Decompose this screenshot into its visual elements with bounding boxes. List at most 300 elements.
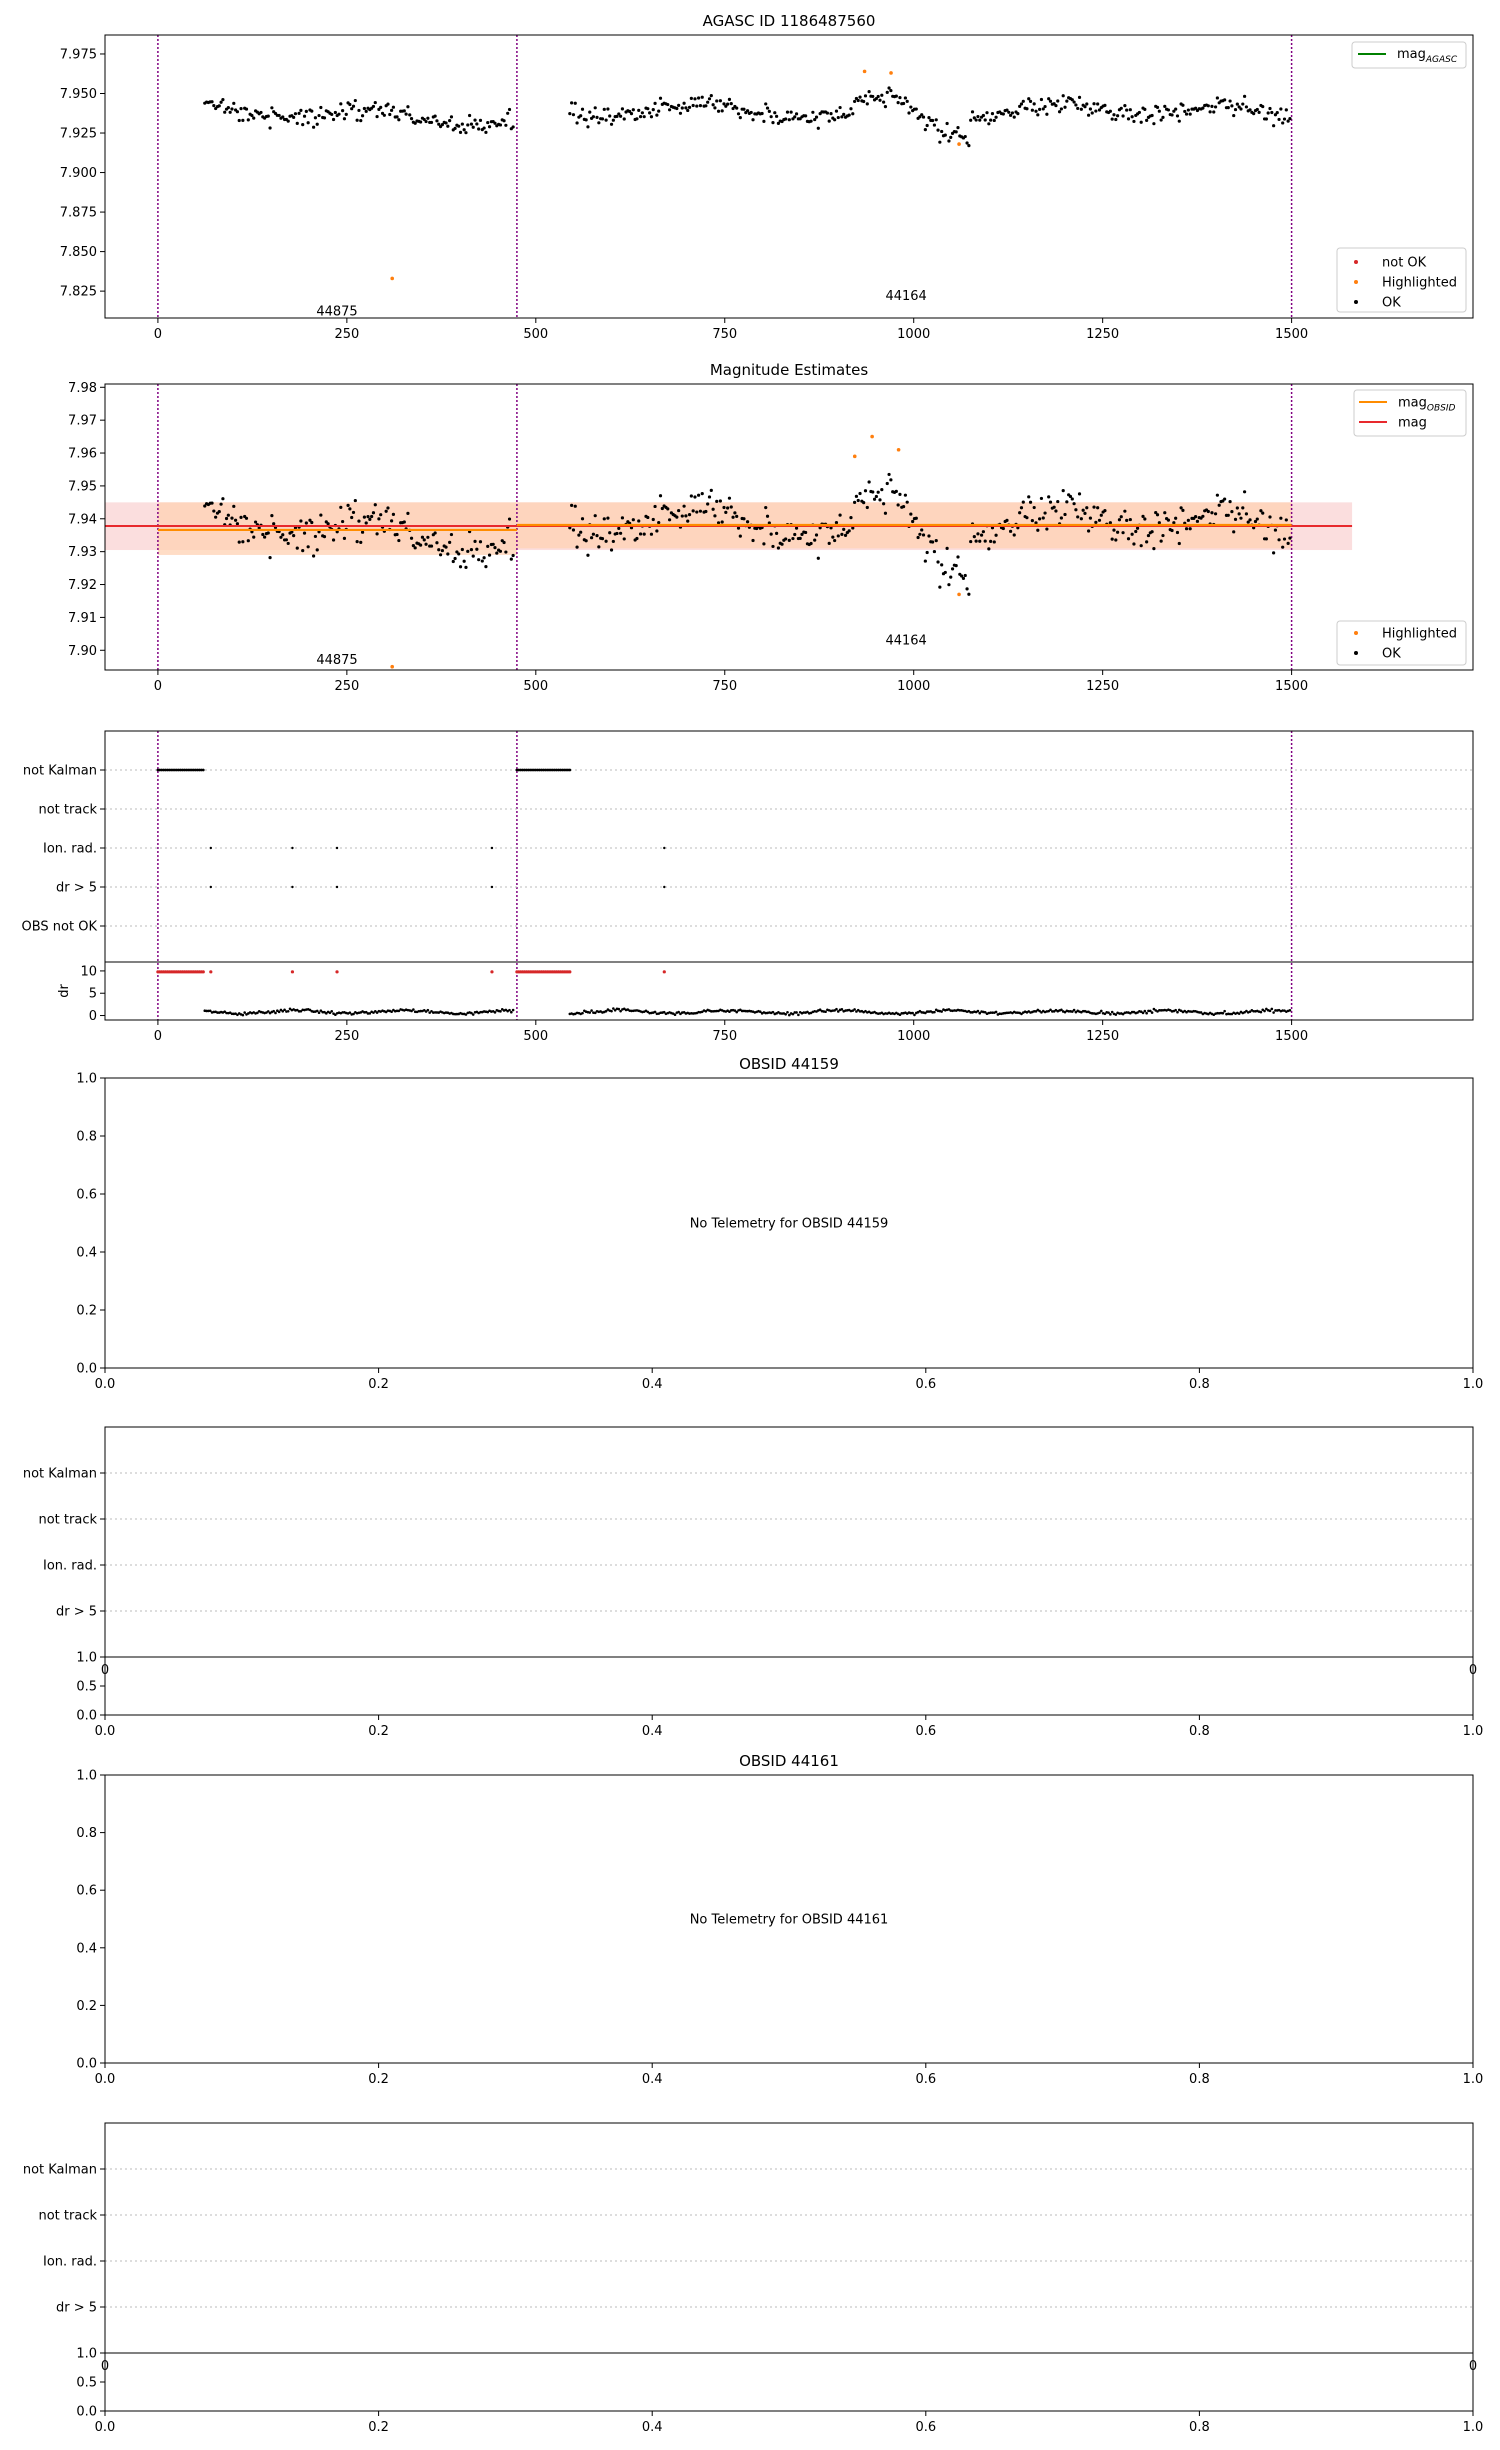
agasc-legend-mag-subscript: AGASC (1425, 55, 1458, 65)
flags-dr5-point (336, 886, 338, 888)
agasc-ok-point (1156, 106, 1159, 109)
mag-estimates-ok-point (976, 532, 979, 535)
agasc-ok-point (352, 105, 355, 108)
agasc-ok-point (345, 113, 348, 116)
obsid-44161-xtick-label: 1.0 (1462, 2072, 1484, 2087)
mag-estimates-legend-line-subscript: OBSID (1426, 403, 1456, 414)
agasc-ok-point (1020, 102, 1023, 105)
flags-dr-high-point (291, 970, 294, 973)
agasc-ok-point (975, 118, 978, 121)
agasc-ok-point (857, 99, 860, 102)
mag-estimates-ok-point (319, 513, 322, 516)
mag-estimates-ytick-label: 7.94 (68, 512, 97, 528)
agasc-ok-point (623, 117, 626, 120)
flags-dr-point (911, 1012, 914, 1015)
agasc-ok-point (405, 113, 408, 116)
obsid-44159-xtick-label: 0.8 (1189, 1377, 1210, 1392)
agasc-ok-point (236, 110, 239, 113)
agasc-ok-point (493, 122, 496, 125)
flags-44161-cut-xtick-label: 0 (1468, 2359, 1478, 2374)
mag-estimates-ok-point (615, 532, 618, 535)
agasc-ok-point (357, 109, 360, 112)
agasc-ok-point (790, 110, 793, 113)
mag-estimates-ok-point (1078, 492, 1081, 495)
mag-estimates-ok-point (261, 533, 264, 536)
agasc-ok-point (811, 111, 814, 114)
flags-dr-point (494, 1011, 497, 1014)
mag-estimates-ytick-label: 7.96 (68, 446, 97, 462)
agasc-xtick-label: 500 (523, 327, 549, 342)
flags-44161-bottom-ytick-label: 0.5 (76, 2375, 97, 2391)
mag-estimates-ok-point (868, 480, 871, 483)
mag-estimates-ok-point (281, 533, 284, 536)
mag-estimates-ok-point (1265, 537, 1268, 540)
mag-estimates-ok-point (701, 492, 704, 495)
mag-estimates-title: Magnitude Estimates (709, 361, 869, 379)
agasc-ok-point (858, 96, 861, 99)
agasc-ok-point (1256, 108, 1259, 111)
mag-estimates-ok-point (210, 501, 213, 504)
obsid-44159-xtick-label: 0.6 (915, 1377, 937, 1392)
mag-estimates-ok-point (221, 497, 224, 500)
mag-estimates-ok-point (307, 545, 310, 548)
agasc-ok-point (768, 110, 771, 113)
agasc-ok-point (1025, 107, 1028, 110)
mag-estimates-ok-point (339, 506, 342, 509)
agasc-ok-point (317, 114, 320, 117)
mag-estimates-ok-point (1150, 530, 1153, 533)
mag-estimates-ok-point (575, 546, 578, 549)
mag-estimates-ok-point (1071, 497, 1074, 500)
mag-estimates-ok-point (1022, 501, 1025, 504)
agasc-ok-point (1111, 117, 1114, 120)
mag-estimates-ok-point (1170, 529, 1173, 532)
obsid-44159-ytick-label: 1.0 (76, 1071, 97, 1087)
mag-estimates-ok-point (1085, 506, 1088, 509)
agasc-ok-point (1123, 104, 1126, 107)
agasc-ok-point (989, 119, 992, 122)
flags-dr-point (508, 1009, 511, 1012)
flags-44161-row-label: dr > 5 (55, 2300, 97, 2316)
mag-estimates-ok-point (574, 505, 577, 508)
mag-estimates-ok-point (1143, 517, 1146, 520)
agasc-ok-point (1022, 100, 1025, 103)
mag-estimates-ok-point (1129, 518, 1132, 521)
mag-estimates-ok-point (348, 507, 351, 510)
mag-estimates-ok-point (1238, 512, 1241, 515)
agasc-ok-point (955, 130, 958, 133)
agasc-ok-point (1163, 105, 1166, 108)
mag-estimates-ok-point (904, 494, 907, 497)
agasc-ok-point (688, 106, 691, 109)
mag-estimates-ok-point (884, 512, 887, 515)
agasc-ok-point (395, 115, 398, 118)
mag-estimates-ok-point (475, 548, 478, 551)
agasc-ok-point (1258, 111, 1261, 114)
mag-estimates-ytick-label: 7.98 (68, 380, 97, 396)
agasc-ok-point (1223, 98, 1226, 101)
mag-estimates-ok-point (421, 536, 424, 539)
agasc-ok-point (453, 127, 456, 130)
agasc-ok-point (991, 112, 994, 115)
mag-estimates-ok-point (646, 516, 649, 519)
agasc-ok-point (1239, 107, 1242, 110)
agasc-ok-point (1170, 113, 1173, 116)
obsid-44161-no-telemetry-message: No Telemetry for OBSID 44161 (689, 1912, 889, 1928)
mag-estimates-ok-point (938, 586, 941, 589)
agasc-ok-point (477, 127, 480, 130)
mag-estimates-ok-point (410, 537, 413, 540)
agasc-ok-point (294, 112, 297, 115)
mag-estimates-ok-point (1114, 538, 1117, 541)
agasc-ok-point (245, 107, 248, 110)
flags-dr-point (1145, 1012, 1148, 1015)
agasc-ok-point (1277, 118, 1280, 121)
flags-xtick-label: 750 (712, 1029, 738, 1044)
flags-row-label: not Kalman (22, 763, 97, 779)
mag-estimates-ok-point (457, 552, 460, 555)
agasc-ok-point (1187, 108, 1190, 111)
agasc-ok-point (655, 114, 658, 117)
mag-estimates-ok-point (472, 554, 475, 557)
flags-dr-point (330, 1010, 333, 1013)
agasc-ok-point (1027, 97, 1030, 100)
mag-estimates-ok-point (704, 510, 707, 513)
mag-estimates-ok-point (898, 493, 901, 496)
mag-estimates-ok-point (1094, 521, 1097, 524)
mag-estimates-ok-point (922, 533, 925, 536)
mag-estimates-ok-point (969, 540, 972, 543)
mag-estimates-ok-point (604, 540, 607, 543)
agasc-ok-point (365, 110, 368, 113)
agasc-ok-point (1161, 116, 1164, 119)
agasc-obsid-label: 44164 (885, 288, 927, 304)
agasc-ok-point (1283, 117, 1286, 120)
flags-dr-point (278, 1011, 281, 1014)
agasc-ok-point (815, 115, 818, 118)
mag-estimates-ok-point (403, 520, 406, 523)
mag-estimates-ok-point (1207, 510, 1210, 513)
agasc-ok-point (837, 116, 840, 119)
agasc-ok-point (938, 141, 941, 144)
agasc-ok-point (1152, 122, 1155, 125)
mag-estimates-ok-point (1040, 497, 1043, 500)
mag-estimates-ok-point (612, 540, 615, 543)
flags-dr-point (617, 1008, 620, 1011)
mag-estimates-ok-point (1274, 528, 1277, 531)
flags-row-label: not track (38, 802, 97, 818)
agasc-ok-point (230, 107, 233, 110)
agasc-ok-point (650, 115, 653, 118)
mag-estimates-ok-point (430, 544, 433, 547)
mag-estimates-ok-point (363, 516, 366, 519)
flags-44159-row-label: Ion. rad. (43, 1558, 97, 1574)
mag-estimates-ok-point (1045, 527, 1048, 530)
mag-estimates-xtick-label: 1250 (1086, 679, 1120, 694)
mag-estimates-ok-point (1218, 504, 1221, 507)
mag-estimates-ok-point (379, 513, 382, 516)
agasc-ok-point (621, 107, 624, 110)
agasc-ok-point (735, 107, 738, 110)
mag-estimates-ok-point (840, 533, 843, 536)
mag-estimates-ok-point (1194, 515, 1197, 518)
agasc-ok-point (851, 112, 854, 115)
agasc-ok-point (486, 121, 489, 124)
mag-estimates-ok-point (1163, 511, 1166, 514)
mag-estimates-ok-point (989, 540, 992, 543)
agasc-ok-point (833, 118, 836, 121)
mag-estimates-ok-point (268, 556, 271, 559)
agasc-ok-point (842, 113, 845, 116)
flags-44159-row-label: dr > 5 (55, 1604, 97, 1620)
agasc-ok-point (701, 96, 704, 99)
mag-estimates-ok-point (833, 539, 836, 542)
mag-estimates-ok-point (762, 542, 765, 545)
agasc-ok-point (1127, 117, 1130, 120)
agasc-ok-point (446, 125, 449, 128)
flags-dr-point (1260, 1011, 1263, 1014)
mag-estimates-ok-point (717, 521, 720, 524)
agasc-xtick-label: 1000 (897, 327, 931, 342)
flags-44159-xtick-label: 0.6 (915, 1724, 937, 1739)
flags-dr-point (1144, 1010, 1147, 1013)
mag-estimates-ok-point (1134, 530, 1137, 533)
mag-estimates-ok-point (721, 520, 724, 523)
mag-estimates-ok-point (597, 545, 600, 548)
agasc-highlighted-point (957, 142, 961, 146)
agasc-ok-point (949, 136, 952, 139)
agasc-ok-point (838, 106, 841, 109)
flags-dr-high-point (568, 970, 571, 973)
agasc-ok-point (568, 112, 571, 115)
mag-estimates-ytick-label: 7.97 (68, 413, 97, 429)
mag-estimates-ok-point (724, 511, 727, 514)
agasc-ok-point (1091, 111, 1094, 114)
mag-estimates-ok-point (944, 571, 947, 574)
agasc-ok-point (704, 104, 707, 107)
mag-estimates-ok-point (984, 539, 987, 542)
mag-estimates-ok-point (857, 499, 860, 502)
flags-xtick-label: 1500 (1275, 1029, 1309, 1044)
mag-estimates-ok-point (241, 540, 244, 543)
agasc-ok-point (1176, 114, 1179, 117)
agasc-ok-point (1212, 110, 1215, 113)
agasc-ok-point (976, 115, 979, 118)
mag-estimates-ok-point (1082, 509, 1085, 512)
flags-dr-point (913, 1014, 916, 1017)
obsid-44159-xtick-label: 1.0 (1462, 1377, 1484, 1392)
flags-dr-ytick-label: 0 (88, 1009, 97, 1025)
mag-estimates-ok-point (637, 519, 640, 522)
flags-44159-top-ytick-label: 1.0 (76, 1650, 97, 1666)
mag-estimates-ytick-label: 7.93 (68, 545, 97, 561)
mag-estimates-ok-point (882, 502, 885, 505)
mag-estimates-ok-point (788, 539, 791, 542)
agasc-ok-point (468, 114, 471, 117)
agasc-ok-point (219, 101, 222, 104)
agasc-ok-point (1121, 114, 1124, 117)
mag-estimates-ok-point (585, 539, 588, 542)
agasc-ok-point (470, 123, 473, 126)
flags-44161-xtick-label: 0.8 (1189, 2420, 1210, 2435)
agasc-ok-point (1038, 108, 1041, 111)
agasc-ok-point (895, 95, 898, 98)
mag-estimates-ok-point (1136, 527, 1139, 530)
agasc-title: AGASC ID 1186487560 (702, 12, 876, 30)
mag-estimates-ok-point (296, 547, 299, 550)
agasc-ok-point (307, 121, 310, 124)
agasc-ok-point (1288, 117, 1291, 120)
mag-estimates-ok-point (804, 531, 807, 534)
agasc-ok-point (713, 106, 716, 109)
agasc-ok-point (728, 98, 731, 101)
mag-estimates-ok-point (372, 511, 375, 514)
flags-dr-point (581, 1012, 584, 1015)
agasc-ok-point (878, 99, 881, 102)
agasc-ok-point (1080, 108, 1083, 111)
obsid-44159-ytick-label: 0.4 (76, 1245, 97, 1261)
mag-estimates-ok-point (1062, 489, 1065, 492)
mag-estimates-ok-point (1038, 517, 1041, 520)
mag-estimates-ok-point (492, 543, 495, 546)
flags-dr-point (933, 1011, 936, 1014)
mag-estimates-ok-point (887, 473, 890, 476)
mag-estimates-ok-point (1268, 515, 1271, 518)
mag-estimates-ok-point (346, 504, 349, 507)
mag-estimates-ok-point (479, 540, 482, 543)
mag-estimates-ok-point (252, 536, 255, 539)
agasc-ok-point (450, 115, 453, 118)
agasc-ok-point (472, 126, 475, 129)
agasc-ok-point (444, 121, 447, 124)
agasc-ok-point (419, 120, 422, 123)
agasc-ok-point (906, 100, 909, 103)
obsid-44159-ytick-label: 0.8 (76, 1129, 97, 1145)
mag-estimates-ok-point (370, 515, 373, 518)
mag-estimates-ok-point (692, 509, 695, 512)
agasc-ok-point (726, 103, 729, 106)
agasc-ok-point (877, 95, 880, 98)
mag-estimates-ok-point (1013, 533, 1016, 536)
obsid-44161-xtick-label: 0.0 (94, 2072, 116, 2087)
agasc-ok-point (316, 123, 319, 126)
agasc-ok-point (1120, 107, 1123, 110)
agasc-ok-point (232, 102, 235, 105)
mag-estimates-ok-point (1161, 534, 1164, 537)
agasc-ok-point (388, 113, 391, 116)
mag-estimates-ok-point (463, 560, 466, 563)
mag-estimates-ok-point (577, 534, 580, 537)
mag-estimates-ok-point (434, 531, 437, 534)
flags-dr-point (1222, 1012, 1225, 1015)
agasc-ok-point (699, 104, 702, 107)
mag-estimates-ok-point (1029, 501, 1032, 504)
mag-estimates-ytick-label: 7.90 (68, 643, 97, 659)
agasc-ok-point (902, 102, 905, 105)
agasc-ok-point (1114, 118, 1117, 121)
agasc-ok-point (817, 127, 820, 130)
mag-estimates-legend-line-text: mag (1398, 395, 1427, 411)
agasc-ok-point (969, 119, 972, 122)
flags-dr5-point (291, 886, 293, 888)
agasc-ok-point (742, 108, 745, 111)
agasc-ok-point (383, 114, 386, 117)
agasc-ok-point (434, 115, 437, 118)
mag-estimates-ok-point (722, 506, 725, 509)
mag-estimates-ok-point (617, 527, 620, 530)
mag-estimates-ok-point (579, 531, 582, 534)
agasc-ok-point (708, 97, 711, 100)
agasc-ok-point (915, 107, 918, 110)
agasc-ok-point (710, 94, 713, 97)
mag-estimates-ok-point (994, 534, 997, 537)
agasc-ok-point (499, 123, 502, 126)
mag-estimates-ok-point (1287, 542, 1290, 545)
agasc-highlighted-point (390, 277, 394, 281)
mag-estimates-ok-point (666, 507, 669, 510)
mag-estimates-ok-point (1272, 551, 1275, 554)
mag-estimates-ok-point (361, 531, 364, 534)
mag-estimates-ok-point (853, 501, 856, 504)
agasc-ok-point (334, 111, 337, 114)
mag-estimates-ok-point (1141, 515, 1144, 518)
agasc-ok-point (612, 119, 615, 122)
flags-dr-point (784, 1013, 787, 1016)
mag-estimates-ok-point (464, 566, 467, 569)
mag-estimates-ok-point (1036, 529, 1039, 532)
agasc-ok-point (766, 106, 769, 109)
flags-row-label: dr > 5 (55, 880, 97, 896)
agasc-ok-point (737, 112, 740, 115)
mag-estimates-ok-point (1033, 506, 1036, 509)
mag-estimates-ok-point (775, 532, 778, 535)
mag-obsid-uncertainty-band (158, 502, 517, 555)
agasc-ok-point (982, 114, 985, 117)
agasc-ok-point (971, 110, 974, 113)
mag-estimates-ok-point (1065, 500, 1068, 503)
mag-estimates-ok-point (1160, 540, 1163, 543)
mag-estimates-ok-point (935, 539, 938, 542)
mag-estimates-ok-point (1083, 512, 1086, 515)
flags-dr-point (786, 1011, 789, 1014)
agasc-ok-point (356, 119, 359, 122)
flags-dr-point (1109, 1013, 1112, 1016)
flags-44159-row-label: not track (38, 1512, 97, 1528)
agasc-ok-point (512, 125, 515, 128)
mag-estimates-ok-point (933, 550, 936, 553)
mag-estimates-ok-point (947, 583, 950, 586)
mag-estimates-ok-point (1018, 511, 1021, 514)
mag-estimates-ok-point (1223, 497, 1226, 500)
agasc-ok-point (259, 111, 262, 114)
mag-estimates-ok-point (623, 537, 626, 540)
mag-estimates-ok-point (920, 528, 923, 531)
agasc-ok-point (604, 119, 607, 122)
mag-estimates-ok-point (951, 567, 954, 570)
mag-estimates-ok-point (356, 540, 359, 543)
agasc-ok-point (299, 109, 302, 112)
mag-estimates-ok-point (1080, 517, 1083, 520)
mag-estimates-legend-point-swatch (1354, 631, 1358, 635)
agasc-ok-point (464, 131, 467, 134)
mag-estimates-ok-point (1112, 529, 1115, 532)
agasc-ok-point (853, 100, 856, 103)
mag-estimates-ok-point (1123, 510, 1126, 513)
agasc-ok-point (1063, 106, 1066, 109)
mag-estimates-ok-point (504, 550, 507, 553)
agasc-ok-point (862, 100, 865, 103)
mag-estimates-ok-point (1092, 506, 1095, 509)
